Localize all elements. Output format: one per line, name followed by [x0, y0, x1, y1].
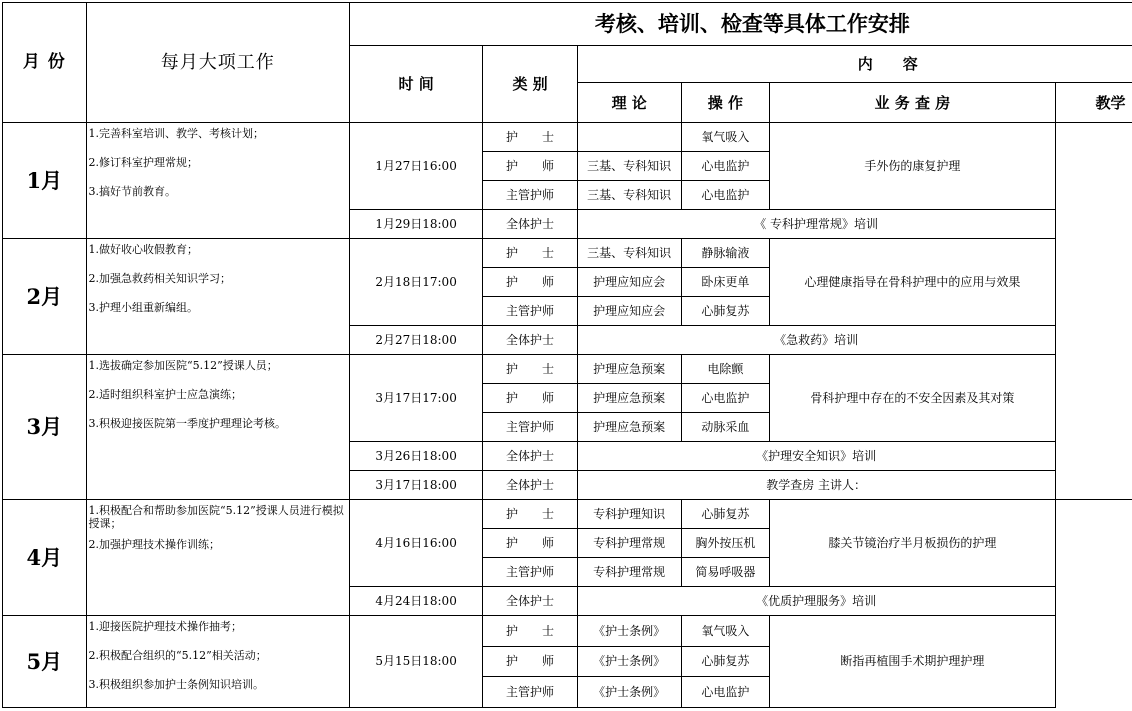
theory-cell: 专科护理常规: [577, 558, 681, 587]
operation-cell: 卧床更单: [681, 268, 770, 297]
training-content-cell: 《急救药》培训: [577, 326, 1055, 355]
major-work-cell: [86, 616, 349, 708]
training-category-cell: 全体护士: [483, 326, 577, 355]
category-cell: 主管护师: [483, 413, 577, 442]
operation-cell: 动脉采血: [681, 413, 770, 442]
training-content-cell: 《护理安全知识》培训: [577, 442, 1055, 471]
operation-cell: 心电监护: [681, 181, 770, 210]
category-cell: 护 师: [483, 646, 577, 677]
training-time-cell: 2月27日18:00: [349, 326, 482, 355]
theory-cell: 三基、专科知识: [577, 239, 681, 268]
training-category-cell: 全体护士: [483, 210, 577, 239]
theory-cell: 专科护理知识: [577, 500, 681, 529]
header-teaching: 教学: [1055, 83, 1132, 123]
operation-cell: 心肺复苏: [681, 500, 770, 529]
operation-cell: 氧气吸入: [681, 616, 770, 647]
operation-cell: 静脉输液: [681, 239, 770, 268]
category-cell: 主管护师: [483, 677, 577, 708]
theory-cell: 护理应知应会: [577, 268, 681, 297]
major-work-item: 3.积极组织参加护士条例知识培训。: [88, 678, 265, 691]
theory-cell: 三基、专科知识: [577, 181, 681, 210]
teaching-cell: [1055, 123, 1132, 413]
major-work-item: 2.加强急救药相关知识学习；: [88, 272, 232, 285]
major-work-item: 2.适时组织科室护士应急演练；: [88, 388, 243, 401]
theory-cell: 护理应知应会: [577, 297, 681, 326]
major-work-cell: [86, 123, 349, 239]
theory-cell: 《护士条例》: [577, 646, 681, 677]
rounds-cell: 断指再植围手术期护理护理: [770, 616, 1055, 708]
header-rounds: 业 务 查 房: [770, 83, 1055, 123]
header-theory: 理 论: [577, 83, 681, 123]
operation-cell: 心电监护: [681, 677, 770, 708]
category-cell: 护 师: [483, 152, 577, 181]
operation-cell: 心电监护: [681, 384, 770, 413]
month-cell: 1月: [3, 123, 87, 239]
operation-cell: 心肺复苏: [681, 297, 770, 326]
category-cell: 护 士: [483, 123, 577, 152]
teaching-cell: [1055, 500, 1132, 708]
theory-cell: 三基、专科知识: [577, 152, 681, 181]
category-cell: 护 师: [483, 384, 577, 413]
major-work-item: 2.修订科室护理常规；: [88, 156, 199, 169]
operation-cell: 电除颤: [681, 355, 770, 384]
training-category-cell: 全体护士: [483, 442, 577, 471]
page-title: 考核、培训、检查等具体工作安排: [349, 3, 1132, 46]
major-work-cell: [86, 500, 349, 616]
category-cell: 护 士: [483, 616, 577, 647]
theory-cell: 专科护理常规: [577, 529, 681, 558]
rounds-cell: 膝关节镜治疗半月板损伤的护理: [770, 500, 1055, 587]
training-content-cell: 教学查房 主讲人：: [577, 471, 1055, 500]
training-time-cell: 3月26日18:00: [349, 442, 482, 471]
exam-time-cell: 5月15日18:00: [349, 616, 482, 708]
training-time-cell: 3月17日18:00: [349, 471, 482, 500]
category-cell: 主管护师: [483, 181, 577, 210]
header-month: 月 份: [3, 3, 87, 123]
exam-row: [3, 239, 1132, 268]
major-work-cell: [86, 239, 349, 355]
category-cell: 主管护师: [483, 558, 577, 587]
exam-time-cell: 3月17日17:00: [349, 355, 482, 442]
theory-cell: 护理应急预案: [577, 413, 681, 442]
training-time-cell: 1月29日18:00: [349, 210, 482, 239]
training-time-cell: 4月24日18:00: [349, 587, 482, 616]
major-work-item: 3.积极迎接医院第一季度护理理论考核。: [88, 417, 287, 430]
month-cell: 4月: [3, 500, 87, 616]
theory-cell: 《护士条例》: [577, 677, 681, 708]
operation-cell: 氧气吸入: [681, 123, 770, 152]
operation-cell: 简易呼吸器: [681, 558, 770, 587]
major-work-item: 3.护理小组重新编组。: [88, 301, 199, 314]
header-time: 时 间: [349, 46, 482, 123]
theory-cell: 护理应急预案: [577, 384, 681, 413]
theory-cell: [577, 123, 681, 152]
rounds-cell: 骨科护理中存在的不安全因素及其对策: [770, 355, 1055, 442]
category-cell: 护 士: [483, 355, 577, 384]
exam-row: [3, 355, 1132, 384]
header-row-1: [3, 3, 1132, 46]
category-cell: 主管护师: [483, 297, 577, 326]
work-schedule-table: [2, 2, 1132, 708]
exam-time-cell: 4月16日16:00: [349, 500, 482, 587]
exam-row: [3, 500, 1132, 529]
major-work-item: 2.加强护理技术操作训练；: [88, 538, 221, 551]
major-work-item: 1.选拔确定参加医院“5.12”授课人员；: [88, 359, 278, 372]
header-operation: 操 作: [681, 83, 770, 123]
category-cell: 护 师: [483, 529, 577, 558]
month-cell: 3月: [3, 355, 87, 500]
operation-cell: 胸外按压机: [681, 529, 770, 558]
exam-time-cell: 2月18日17:00: [349, 239, 482, 326]
training-category-cell: 全体护士: [483, 471, 577, 500]
major-work-item: 1.完善科室培训、教学、考核计划；: [88, 127, 265, 140]
training-category-cell: 全体护士: [483, 587, 577, 616]
rounds-cell: 心理健康指导在骨科护理中的应用与效果: [770, 239, 1055, 326]
header-content: 内 容: [577, 46, 1132, 83]
header-major-work: 每月大项工作: [86, 3, 349, 123]
theory-cell: 《护士条例》: [577, 616, 681, 647]
training-content-cell: 《优质护理服务》培训: [577, 587, 1055, 616]
major-work-item: 2.积极配合组织的“5.12”相关活动；: [88, 649, 267, 662]
operation-cell: 心肺复苏: [681, 646, 770, 677]
exam-time-cell: 1月27日16:00: [349, 123, 482, 210]
operation-cell: 心电监护: [681, 152, 770, 181]
category-cell: 护 士: [483, 239, 577, 268]
month-cell: 5月: [3, 616, 87, 708]
exam-row: [3, 123, 1132, 152]
header-category: 类 别: [483, 46, 577, 123]
category-cell: 护 士: [483, 500, 577, 529]
training-content-cell: 《 专科护理常规》培训: [577, 210, 1055, 239]
major-work-cell: [86, 355, 349, 500]
rounds-cell: 手外伤的康复护理: [770, 123, 1055, 210]
theory-cell: 护理应急预案: [577, 355, 681, 384]
major-work-item: 1.做好收心收假教育；: [88, 243, 199, 256]
major-work-item: 1.积极配合和帮助参加医院“5.12”授课人员进行模拟授课；: [88, 504, 344, 530]
category-cell: 护 师: [483, 268, 577, 297]
month-cell: 2月: [3, 239, 87, 355]
major-work-item: 3.搞好节前教育。: [88, 185, 177, 198]
exam-row: [3, 616, 1132, 647]
major-work-item: 1.迎接医院护理技术操作抽考；: [88, 620, 243, 633]
